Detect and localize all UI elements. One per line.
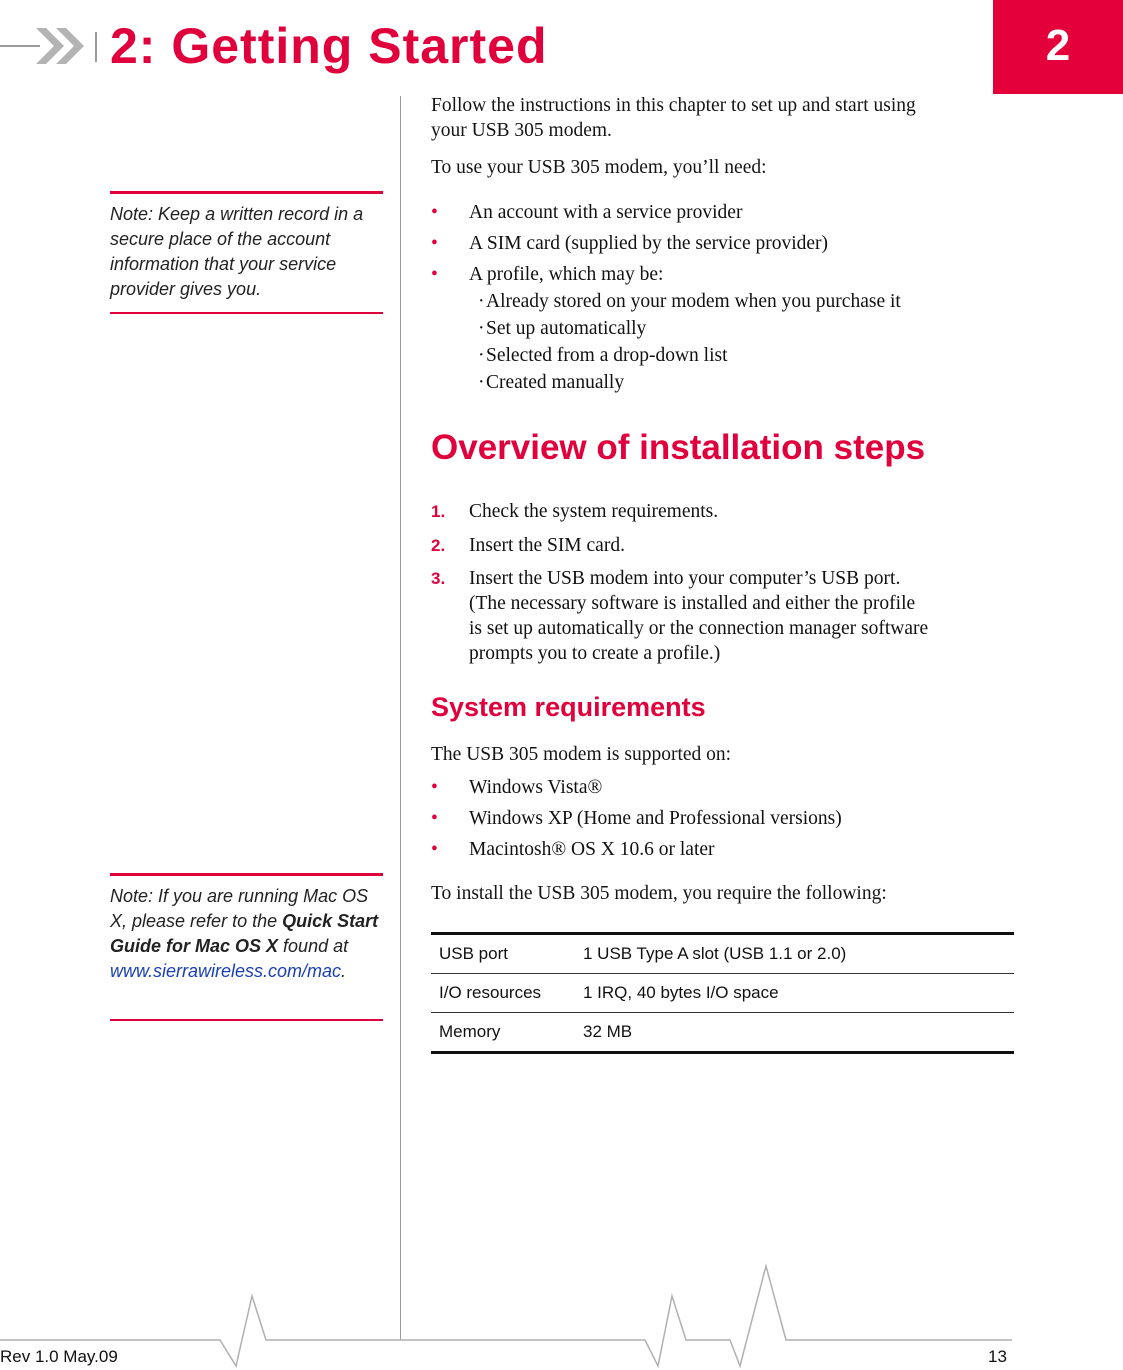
- step-text: Insert the USB modem into your computer’s USB port.: [469, 568, 901, 589]
- note-text: Note: If you are running Mac OS X, please refer to the: [110, 886, 369, 931]
- table-cell: USB port: [431, 934, 575, 974]
- step-text: is set up automatically or the connection manager software: [469, 618, 929, 639]
- bullet-icon: •: [431, 808, 438, 829]
- intro-text: your USB 305 modem.: [431, 120, 612, 141]
- step-number: 3.: [431, 569, 446, 588]
- table-row: [431, 974, 1014, 1013]
- guide-title: Quick Start Guide for Mac OS X: [110, 911, 379, 956]
- bullet-icon: •: [431, 233, 438, 254]
- list-item: • A SIM card (supplied by the service provider): [431, 231, 828, 257]
- step-text: (The necessary software is installed and either the profile: [469, 593, 916, 614]
- step-text: Insert the SIM card.: [469, 535, 625, 556]
- chapter-title: 2: Getting Started: [110, 18, 548, 74]
- table-cell: 1 IRQ, 40 bytes I/O space: [575, 974, 1014, 1013]
- sub-list-item: ·Selected from a drop-down list: [478, 345, 728, 366]
- requirements-table: [431, 932, 1014, 1054]
- needs-intro: To use your USB 305 modem, you’ll need:: [431, 157, 767, 178]
- note-top-rule: [110, 873, 383, 876]
- list-item: • A profile, which may be:: [431, 262, 663, 288]
- bullet-icon: •: [431, 202, 438, 223]
- margin-note-mac: [110, 884, 385, 984]
- sub-list-item: ·Created manually: [478, 372, 625, 393]
- sub-list-item: ·Already stored on your modem when you purchase it: [478, 291, 901, 312]
- column-divider: [400, 96, 401, 1340]
- step-text: prompts you to create a profile.): [469, 643, 721, 664]
- sierra-mac-link[interactable]: www.sierrawireless.com/mac: [110, 961, 342, 981]
- bullet-icon: •: [431, 264, 438, 285]
- note-bottom-rule: [110, 312, 383, 314]
- table-row: [431, 934, 1014, 974]
- note-top-rule: [110, 191, 383, 194]
- note-text: .: [341, 961, 347, 981]
- bullet-icon: •: [431, 777, 438, 798]
- subsection-heading: System requirements: [431, 692, 706, 722]
- table-cell: Memory: [439, 1022, 501, 1041]
- margin-note-account: Note: Keep a written record in a secure place of the account information that your service provider gives you.: [110, 204, 364, 299]
- step-number: 2.: [431, 536, 446, 555]
- table-cell: 1 USB Type A slot (USB 1.1 or 2.0): [575, 934, 1014, 974]
- footer-wave-graphic: [0, 1262, 1123, 1370]
- list-item: • Windows Vista®: [431, 775, 602, 801]
- page-number: 13: [988, 1347, 1007, 1366]
- install-intro: To install the USB 305 modem, you require the following:: [431, 883, 887, 904]
- note-bottom-rule: [110, 1019, 383, 1021]
- list-item: • Windows XP (Home and Professional versions): [431, 806, 842, 832]
- table-cell: 32 MB: [583, 1022, 633, 1041]
- intro-text: Follow the instructions in this chapter to set up and start using: [431, 95, 916, 116]
- chevron-arrows-icon: [0, 22, 105, 76]
- table-cell: I/O resources: [431, 974, 575, 1013]
- table-row: [431, 1013, 1014, 1053]
- note-text: found at: [283, 936, 349, 956]
- list-item: • An account with a service provider: [431, 200, 742, 226]
- footer-revision: Rev 1.0 May.09: [0, 1347, 118, 1366]
- supported-intro: The USB 305 modem is supported on:: [431, 744, 732, 765]
- step-number: 1.: [431, 502, 446, 521]
- sub-list-item: ·Set up automatically: [478, 318, 647, 339]
- list-item: • Macintosh® OS X 10.6 or later: [431, 837, 715, 863]
- bullet-icon: •: [431, 839, 438, 860]
- chapter-number-tab: 2: [993, 0, 1123, 94]
- step-text: Check the system requirements.: [469, 501, 719, 522]
- section-heading: Overview of installation steps: [431, 428, 926, 467]
